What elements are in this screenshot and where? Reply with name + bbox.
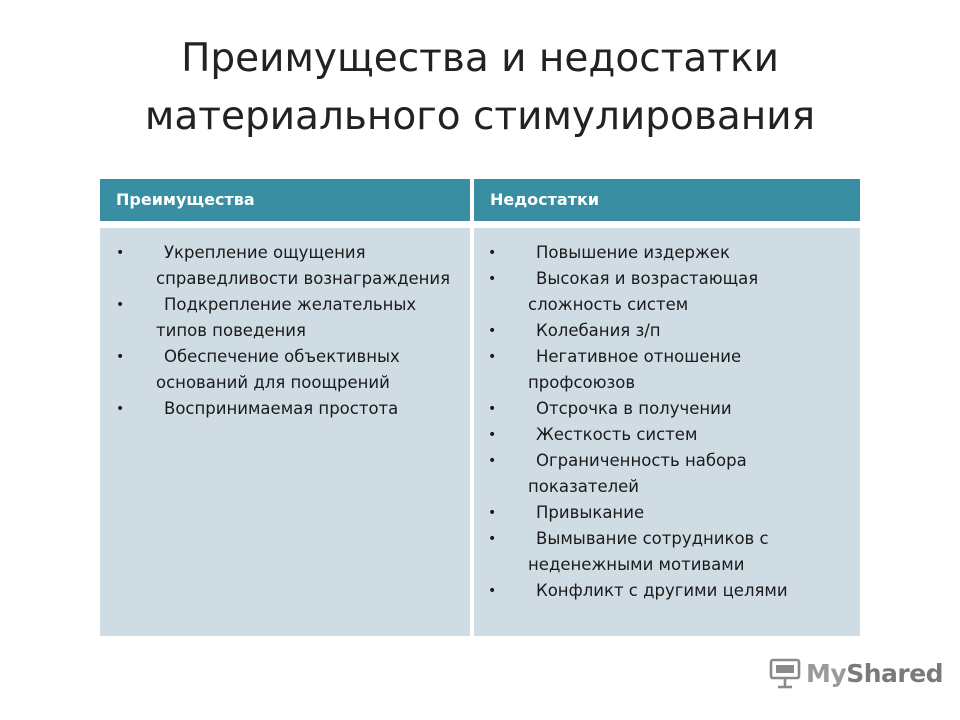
bullet-icon: • [488, 453, 497, 469]
list-item: • Вымывание сотрудников с неденежными мотивами [486, 526, 852, 578]
title-line-1: Преимущества и недостатки [181, 36, 779, 81]
list-item: • Высокая и возрастающая сложность систем [486, 266, 852, 318]
bullet-icon: • [488, 323, 497, 339]
disadvantages-cell [474, 228, 860, 636]
bullet-icon: • [116, 297, 125, 313]
disadvantages-header: Недостатки [474, 179, 860, 221]
bullet-icon: • [116, 245, 125, 261]
bullet-icon: • [488, 245, 497, 261]
bullet-icon: • [116, 349, 125, 365]
list-item: • Обеспечение объективных оснований для поощрений [114, 344, 460, 396]
bullet-icon: • [488, 349, 497, 365]
logo-my: My [806, 658, 847, 688]
slide-title [0, 30, 960, 146]
list-item: • Конфликт с другими целями [486, 578, 852, 604]
bullet-icon: • [488, 505, 497, 521]
logo-text [806, 659, 943, 688]
advantages-list [114, 240, 460, 422]
bullet-icon: • [488, 271, 497, 287]
list-item: • Повышение издержек [486, 240, 852, 266]
list-item: • Ограниченность набора показателей [486, 448, 852, 500]
list-item: • Подкрепление желательных типов поведения [114, 292, 460, 344]
list-item: • Укрепление ощущения справедливости вознаграждения [114, 240, 460, 292]
bullet-icon: • [488, 583, 497, 599]
list-item: • Воспринимаемая простота [114, 396, 460, 422]
bullet-icon: • [116, 401, 125, 417]
logo-shared: Shared [846, 658, 944, 688]
list-item: • Негативное отношение профсоюзов [486, 344, 852, 396]
title-line-2: материального стимулирования [144, 94, 816, 139]
list-item: • Колебания з/п [486, 318, 852, 344]
bullet-icon: • [488, 531, 497, 547]
list-item: • Жесткость систем [486, 422, 852, 448]
bullet-icon: • [488, 427, 497, 443]
advantages-cell [100, 228, 470, 636]
advantages-header: Преимущества [100, 179, 470, 221]
presentation-board-icon [768, 656, 802, 690]
bullet-icon: • [488, 401, 497, 417]
myshared-logo[interactable] [768, 656, 943, 690]
disadvantages-list [486, 240, 852, 604]
list-item: • Привыкание [486, 500, 852, 526]
list-item: • Отсрочка в получении [486, 396, 852, 422]
